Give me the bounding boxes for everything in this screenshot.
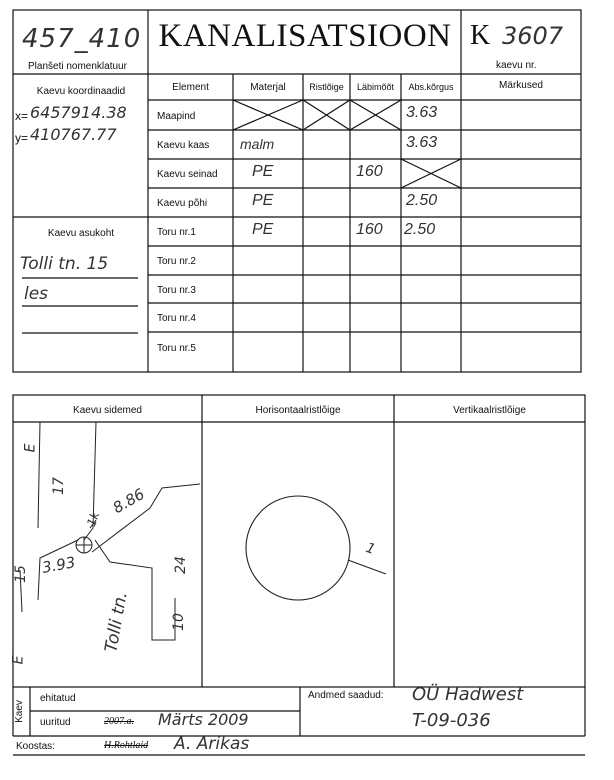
row-material: PE [252,221,274,238]
row-abs-height: 2.50 [406,192,438,209]
y-coordinate-value: 410767.77 [30,125,117,144]
sketch-label-17: 17 [50,477,67,495]
footer-side-label: Kaev [13,700,25,723]
section-connections-title: Kaevu sidemed [73,405,142,416]
col-header-cross-section: Ristlõige [309,82,344,92]
built-label: ehitatud [40,693,76,704]
sketch-label-24: 24 [172,556,189,574]
well-number-label: kaevu nr. [496,60,537,71]
row-element: Toru nr.4 [157,313,196,324]
compiled-struck-name: H.Rohtlaid [104,740,149,751]
compiled-label: Koostas: [16,741,55,752]
row-element: Kaevu põhi [157,198,208,209]
row-material: PE [252,163,274,180]
sketch-label-e-top: E [22,443,39,453]
location-line-1: Tolli tn. 15 [20,254,109,274]
col-header-abs-height: Abs.kõrgus [408,82,454,92]
sketch-label-10: 10 [170,613,187,631]
section-vertical-title: Vertikaalristlõige [453,405,526,416]
row-element: Toru nr.2 [157,256,196,267]
surveyed-struck-date: 2007.a. [104,716,134,727]
x-coordinate-value: 6457914.38 [30,103,127,122]
col-header-material: Materjal [250,82,286,93]
sketch-street-name: Tolli tn. [101,590,132,654]
y-prefix: y= [15,131,29,145]
sketch-label-15: 15 [12,565,29,583]
nomenclature-value: 457_410 [22,24,142,54]
row-element: Toru nr.5 [157,343,196,354]
location-label: Kaevu asukoht [47,228,115,239]
data-given-code: T-09-036 [412,710,491,731]
sketch-label-1k: 1k [84,509,103,529]
row-element: Toru nr.3 [157,285,196,296]
compiled-by-name: A. Arikas [174,734,250,754]
col-header-diameter: Läbimõõt [356,82,395,92]
nomenclature-label: Planšeti nomenklatuur [28,61,127,72]
well-prefix: K [470,20,491,51]
row-diameter: 160 [356,221,383,238]
row-material: malm [240,136,275,152]
surveyed-date: Märts 2009 [158,710,249,729]
location-line-2: les [24,284,49,304]
row-abs-height: 3.63 [406,134,438,151]
col-header-element: Element [172,82,209,93]
row-element: Kaevu seinad [157,169,218,180]
row-material: PE [252,192,274,209]
well-number: 3607 [502,22,564,50]
row-element: Maapind [157,111,196,122]
col-header-notes: Märkused [499,80,543,91]
row-element: Toru nr.1 [157,227,196,238]
data-given-value: OÜ Hadwest [412,684,524,705]
form-title: KANALISATSIOON [158,18,452,54]
section-circle-label: 1 [363,539,378,559]
row-abs-height: 3.63 [406,104,438,121]
row-abs-height: 2.50 [404,221,436,238]
data-given-label: Andmed saadud: [308,690,384,701]
section-horizontal-title: Horisontaalristlõige [255,405,341,416]
sketch-dimension-393: 3.93 [40,553,77,577]
x-prefix: x= [15,109,29,123]
coordinates-label: Kaevu koordinaadid [36,86,126,97]
sketch-label-e-bottom: E [10,655,27,665]
sketch-dimension-886: 8.86 [109,484,148,518]
row-element: Kaevu kaas [157,140,210,151]
row-diameter: 160 [356,163,383,180]
surveyed-label: uuritud [40,717,71,728]
